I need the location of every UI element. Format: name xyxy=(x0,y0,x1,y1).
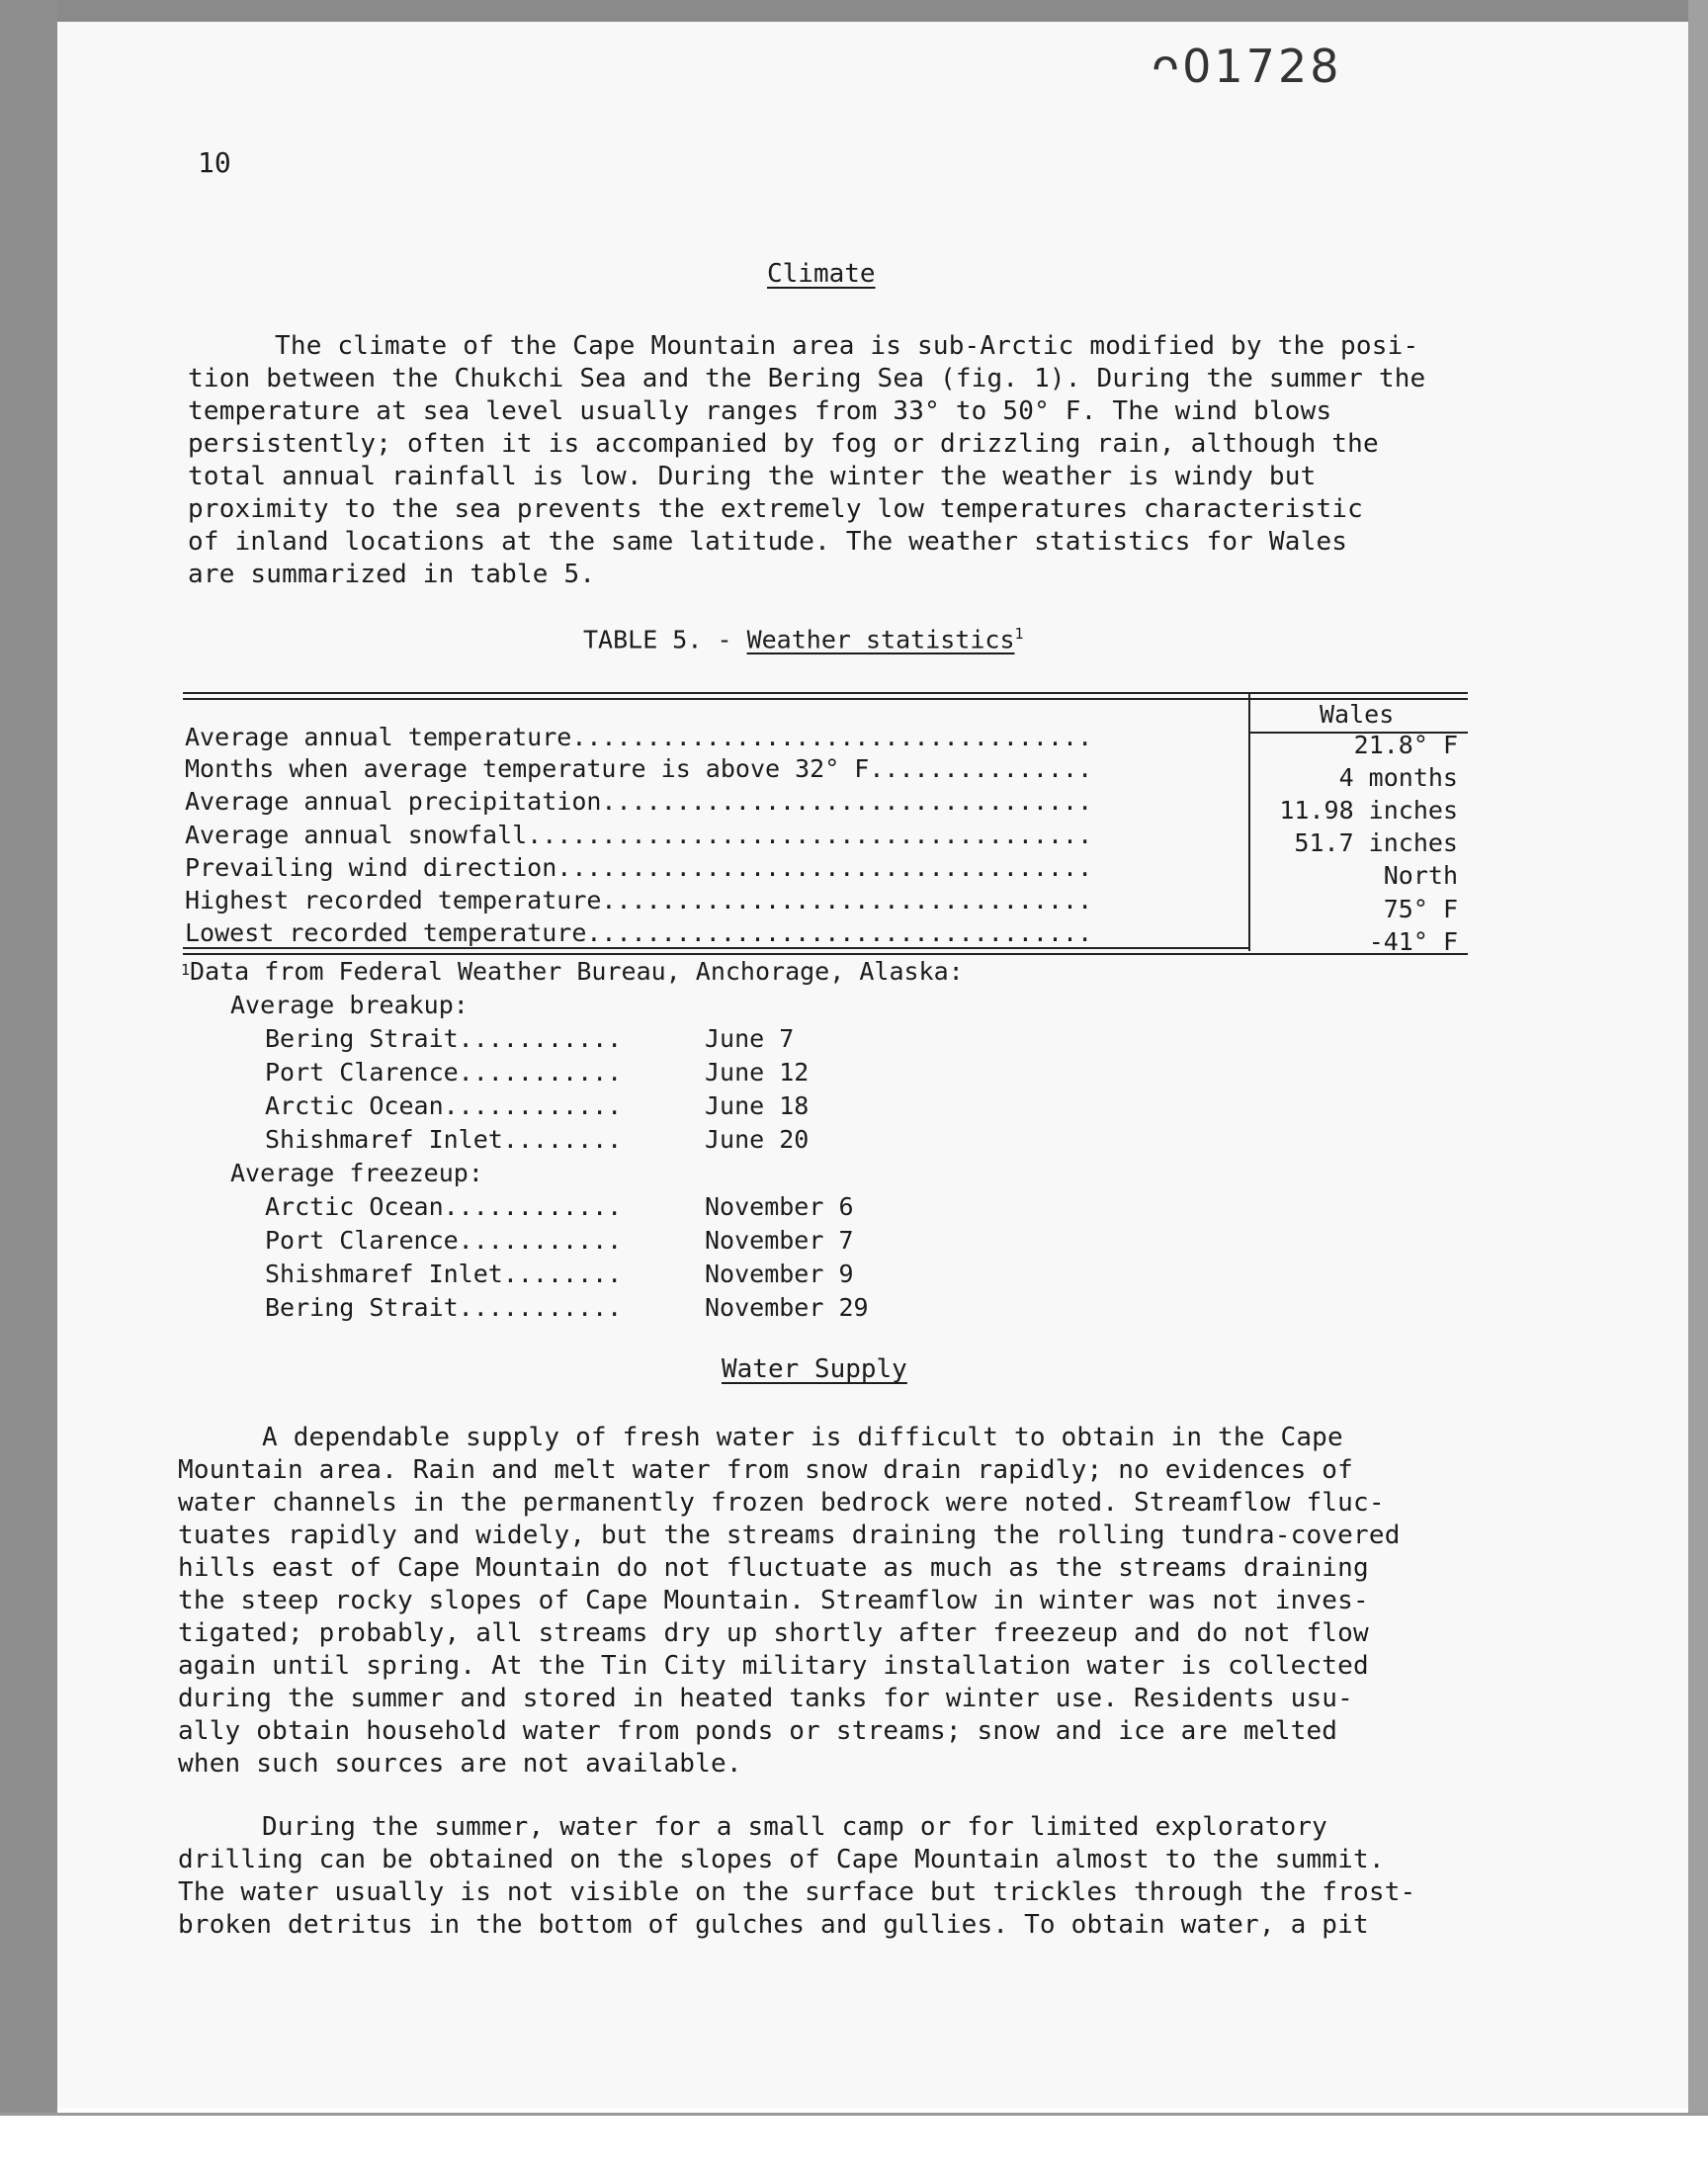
table-caption-footnote-marker: 1 xyxy=(1014,625,1024,643)
table-row-label: Average annual temperature................................... xyxy=(185,723,1093,751)
water-line: tigated; probably, all streams dry up shortly after freezeup and do not flow xyxy=(178,1618,1369,1648)
table-row-value: 4 months xyxy=(1338,763,1458,792)
table-row-label: Average annual precipitation................................. xyxy=(185,787,1093,816)
freezeup-title: Average freezeup: xyxy=(230,1159,483,1187)
footnote-source: Data from Federal Weather Bureau, Anchorage, Alaska: xyxy=(190,957,964,986)
weather-statistics-table xyxy=(183,692,1468,954)
water-line: when such sources are not available. xyxy=(178,1749,742,1779)
footnote-marker: 1 xyxy=(181,961,191,979)
table-row-label: Lowest recorded temperature.................................. xyxy=(185,918,1093,947)
table-row-value: -41° F xyxy=(1368,927,1458,956)
water-line: the steep rocky slopes of Cape Mountain. Streamflow in winter was not inves- xyxy=(178,1586,1369,1615)
freezeup-date: November 29 xyxy=(705,1293,869,1322)
freezeup-date: November 6 xyxy=(705,1192,854,1221)
table-row-value: 75° F xyxy=(1383,895,1458,923)
scan-border-right xyxy=(1688,0,1708,2175)
table-caption xyxy=(583,625,1024,653)
freezeup-place: Port Clarence........... xyxy=(265,1226,623,1255)
table-top-rule xyxy=(183,692,1468,694)
water-line: Mountain area. Rain and melt water from snow drain rapidly; no evidences of xyxy=(178,1455,1353,1485)
table-row-value: 51.7 inches xyxy=(1294,828,1458,857)
water-line: during the summer and stored in heated tanks for winter use. Residents usu- xyxy=(178,1684,1353,1713)
water-supply-paragraph-2 xyxy=(178,1811,1415,1942)
list-item xyxy=(181,1022,964,1056)
freezeup-place: Bering Strait........... xyxy=(265,1293,623,1322)
table-row-value: 21.8° F xyxy=(1353,731,1458,759)
table-row-value: 11.98 inches xyxy=(1279,796,1458,825)
list-item xyxy=(181,1123,964,1157)
climate-line: persistently; often it is accompanied by fog or drizzling rain, although the xyxy=(188,429,1379,459)
breakup-place: Arctic Ocean............ xyxy=(265,1091,623,1120)
freezeup-date: November 7 xyxy=(705,1226,854,1255)
climate-paragraph xyxy=(188,330,1425,591)
table-row-label: Months when average temperature is above 32° F............... xyxy=(185,754,1093,783)
freezeup-place: Shishmaref Inlet........ xyxy=(265,1260,623,1288)
table-footnote xyxy=(181,955,964,1325)
climate-line: proximity to the sea prevents the extremely low temperatures characteristic xyxy=(188,494,1363,524)
page-number: 10 xyxy=(198,146,231,179)
climate-line: of inland locations at the same latitude. The weather statistics for Wales xyxy=(188,527,1348,557)
water-line: drilling can be obtained on the slopes of Cape Mountain almost to the summit. xyxy=(178,1845,1385,1874)
water-line: tuates rapidly and widely, but the streams draining the rolling tundra-covered xyxy=(178,1521,1401,1550)
breakup-date: June 7 xyxy=(705,1024,795,1053)
list-item xyxy=(181,1056,964,1089)
climate-line: temperature at sea level usually ranges from 33° to 50° F. The wind blows xyxy=(188,396,1332,426)
water-line: A dependable supply of fresh water is difficult to obtain in the Cape xyxy=(262,1423,1343,1452)
climate-line: total annual rainfall is low. During the winter the weather is windy but xyxy=(188,462,1317,491)
water-line: broken detritus in the bottom of gulches and gullies. To obtain water, a pit xyxy=(178,1910,1369,1940)
document-stamp-number: ᴖ01728 xyxy=(1152,40,1342,93)
list-item xyxy=(181,1224,964,1258)
water-line: water channels in the permanently frozen bedrock were noted. Streamflow fluc- xyxy=(178,1488,1385,1518)
freezeup-place: Arctic Ocean............ xyxy=(265,1192,623,1221)
scan-border-bottom xyxy=(0,2113,1708,2175)
table-row-label: Prevailing wind direction.................................... xyxy=(185,853,1093,882)
freezeup-date: November 9 xyxy=(705,1260,854,1288)
climate-line: are summarized in table 5. xyxy=(188,560,596,589)
list-item xyxy=(181,1190,964,1224)
table-caption-title: Weather statistics xyxy=(746,625,1015,654)
list-item xyxy=(181,1258,964,1291)
breakup-place: Port Clarence........... xyxy=(265,1058,623,1087)
list-item xyxy=(181,1089,964,1123)
table-row-value: North xyxy=(1383,861,1458,890)
water-supply-paragraph-1 xyxy=(178,1422,1401,1781)
breakup-date: June 20 xyxy=(705,1125,810,1154)
table-top-rule xyxy=(183,698,1468,700)
table-row-label: Average annual snowfall...................................... xyxy=(185,821,1093,849)
table-bottom-rule xyxy=(183,947,1248,949)
breakup-place: Bering Strait........... xyxy=(265,1024,623,1053)
climate-line: tion between the Chukchi Sea and the Bering Sea (fig. 1). During the summer the xyxy=(188,364,1426,393)
water-line: hills east of Cape Mountain do not fluctuate as much as the streams draining xyxy=(178,1553,1369,1583)
list-item xyxy=(181,1291,964,1325)
breakup-place: Shishmaref Inlet........ xyxy=(265,1125,623,1154)
water-line: The water usually is not visible on the surface but trickles through the frost- xyxy=(178,1877,1416,1907)
water-supply-heading: Water Supply xyxy=(722,1354,907,1384)
scan-border-top xyxy=(0,0,1708,22)
water-line: again until spring. At the Tin City military installation water is collected xyxy=(178,1651,1369,1681)
scan-border-left xyxy=(0,0,57,2175)
climate-heading: Climate xyxy=(767,259,876,289)
column-header-wales: Wales xyxy=(1320,700,1395,729)
table-row-label: Highest recorded temperature................................. xyxy=(185,886,1093,914)
water-line: During the summer, water for a small camp or for limited exploratory xyxy=(262,1812,1328,1842)
breakup-date: June 12 xyxy=(705,1058,810,1087)
table-caption-prefix: TABLE 5. - xyxy=(583,625,747,654)
breakup-date: June 18 xyxy=(705,1091,810,1120)
water-line: ally obtain household water from ponds or streams; snow and ice are melted xyxy=(178,1716,1338,1746)
climate-line: The climate of the Cape Mountain area is sub-Arctic modified by the posi- xyxy=(275,331,1419,361)
breakup-title: Average breakup: xyxy=(230,991,469,1019)
